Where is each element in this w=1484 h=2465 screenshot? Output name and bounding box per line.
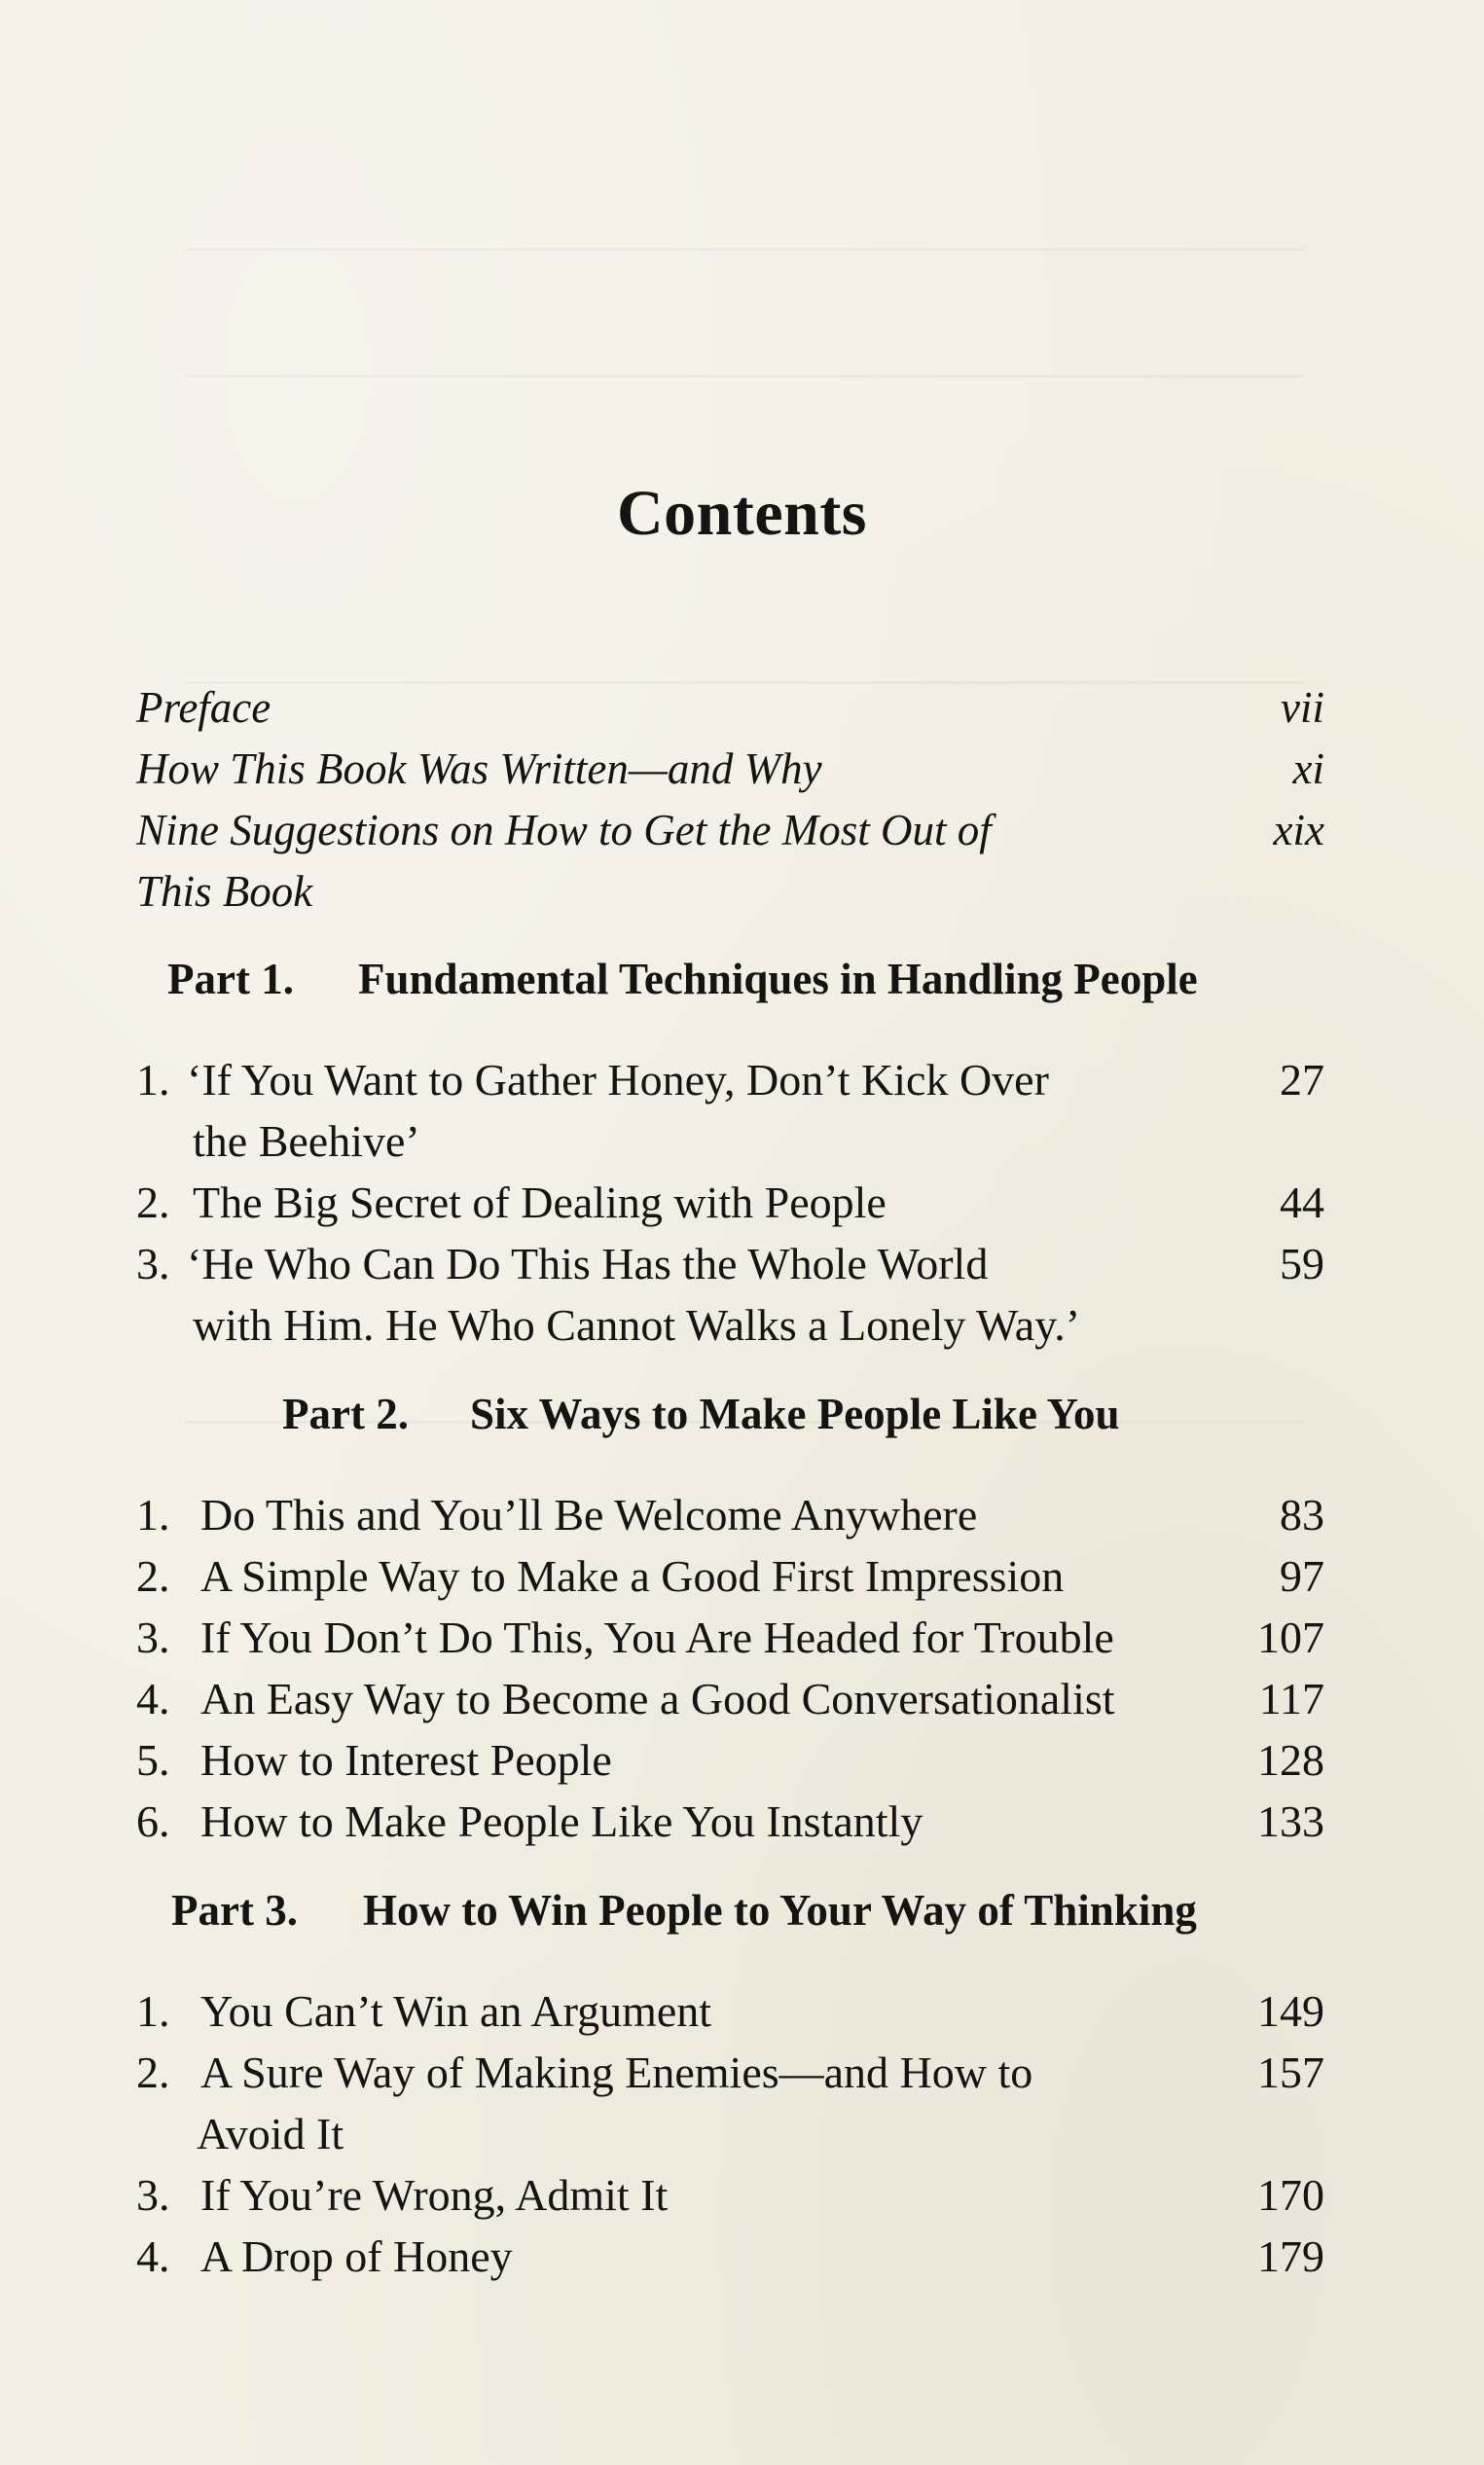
chapter-title-line: A Drop of Honey [200, 2231, 513, 2281]
chapter-number: 2. [136, 1178, 170, 1227]
chapter-number: 2. [136, 1551, 170, 1601]
chapter-number: 1. [136, 1986, 170, 2036]
chapter-number: 3. [136, 2170, 170, 2220]
part-number: Part 2. [282, 1390, 409, 1438]
chapter-title-line: with Him. He Who Cannot Walks a Lonely Way.’ [193, 1300, 1081, 1350]
front-matter-title-line: Nine Suggestions on How to Get the Most Out of [136, 806, 992, 854]
part-heading [171, 1885, 1197, 1936]
page-title: Contents [616, 478, 867, 549]
bleed-through-line [185, 248, 1304, 251]
chapter-number: 1. [136, 1490, 170, 1540]
chapter-title-line: If You’re Wrong, Admit It [200, 2170, 669, 2220]
bleed-through-line [185, 681, 1304, 684]
chapter-title-line: If You Don’t Do This, You Are Headed for Trouble [200, 1613, 1114, 1662]
chapter-page: 157 [1257, 2048, 1324, 2097]
front-matter-title-line: This Book [136, 867, 313, 916]
part-heading [167, 954, 1198, 1004]
chapter-page: 83 [1280, 1490, 1324, 1540]
chapter-number: 5. [136, 1735, 170, 1785]
chapter-title-line: How to Interest People [200, 1735, 612, 1785]
chapter-title-line: How to Make People Like You Instantly [200, 1796, 923, 1846]
part-heading [282, 1389, 1120, 1439]
chapter-title-line: Avoid It [197, 2109, 344, 2158]
chapter-page: 27 [1280, 1055, 1324, 1105]
chapter-page: 128 [1257, 1735, 1324, 1785]
chapter-page: 117 [1258, 1674, 1324, 1723]
chapter-page: 179 [1257, 2231, 1324, 2281]
chapter-number: 1. [136, 1055, 170, 1105]
part-number: Part 3. [171, 1886, 298, 1935]
chapter-number: 2. [136, 2048, 170, 2097]
chapter-number: 4. [136, 1674, 170, 1723]
chapter-page: 133 [1257, 1796, 1324, 1846]
chapter-page: 59 [1280, 1239, 1324, 1288]
part-number: Part 1. [167, 955, 294, 1003]
chapter-title-line: ‘He Who Can Do This Has the Whole World [187, 1239, 989, 1288]
chapter-page: 97 [1280, 1551, 1324, 1601]
bleed-through-line [185, 375, 1304, 378]
chapter-page: 44 [1280, 1178, 1324, 1227]
chapter-title-line: A Simple Way to Make a Good First Impression [200, 1551, 1065, 1601]
chapter-page: 107 [1257, 1613, 1324, 1662]
part-title: Fundamental Techniques in Handling People [358, 955, 1198, 1003]
chapter-page: 170 [1257, 2170, 1324, 2220]
chapter-title-line: An Easy Way to Become a Good Conversationalist [200, 1674, 1115, 1723]
chapter-number: 4. [136, 2231, 170, 2281]
front-matter-page: xix [1273, 806, 1324, 854]
chapter-page: 149 [1257, 1986, 1324, 2036]
chapter-number: 3. [136, 1613, 170, 1662]
chapter-number: 3. [136, 1239, 170, 1288]
front-matter-title: How This Book Was Written—and Why [136, 744, 822, 793]
part-title: Six Ways to Make People Like You [470, 1390, 1120, 1438]
chapter-title-line: the Beehive’ [193, 1116, 420, 1166]
part-title: How to Win People to Your Way of Thinking [363, 1886, 1197, 1935]
chapter-title-line: You Can’t Win an Argument [200, 1986, 712, 2036]
chapter-title-line: ‘If You Want to Gather Honey, Don’t Kick Over [187, 1055, 1049, 1105]
front-matter-page: xi [1292, 744, 1324, 793]
front-matter-title: Preface [136, 683, 271, 732]
chapter-title-line: The Big Secret of Dealing with People [193, 1178, 887, 1227]
front-matter-page: vii [1281, 683, 1324, 732]
chapter-title-line: Do This and You’ll Be Welcome Anywhere [200, 1490, 978, 1540]
chapter-title-line: A Sure Way of Making Enemies—and How to [200, 2048, 1033, 2097]
chapter-number: 6. [136, 1796, 170, 1846]
